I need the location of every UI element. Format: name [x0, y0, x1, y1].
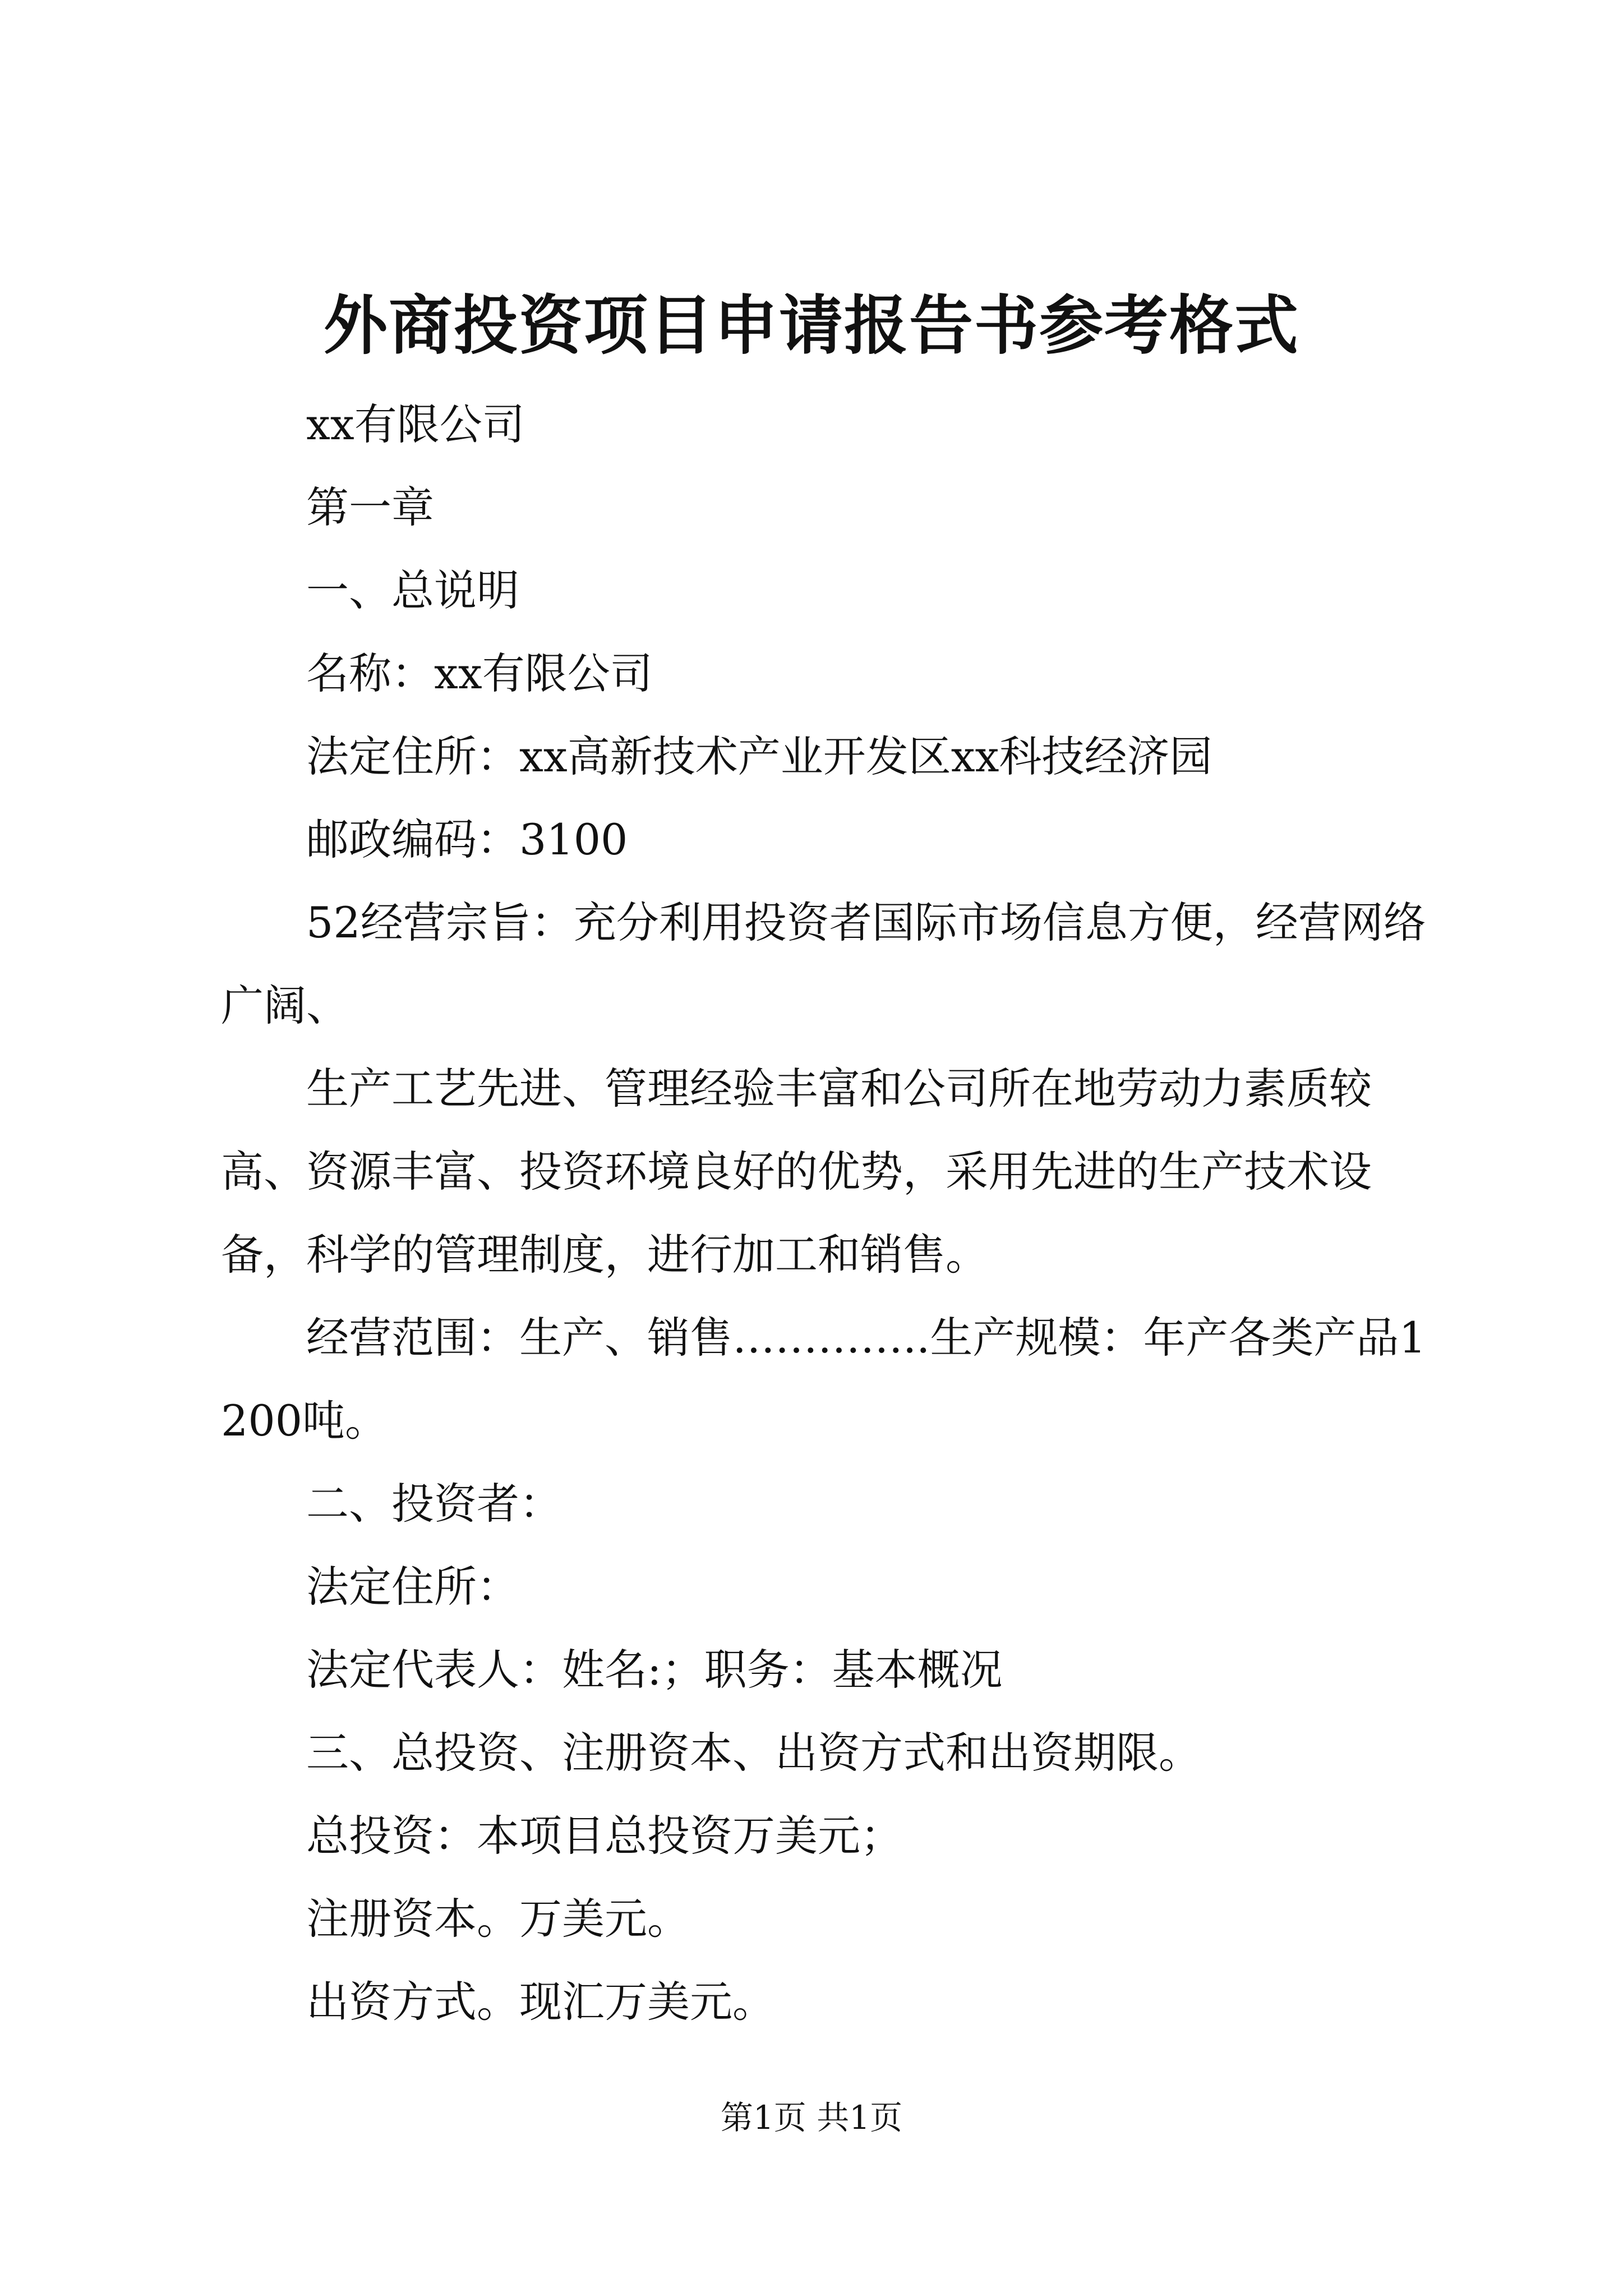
page-footer: 第1页 共1页: [720, 2099, 903, 2137]
paragraph-section-3: 三、总投资、注册资本、出资方式和出资期限。: [306, 1728, 1201, 1778]
paragraph-registered-capital: 注册资本。万美元。: [306, 1894, 690, 1944]
paragraph-legal-rep: 法定代表人：姓名:；职务：基本概况: [306, 1645, 1003, 1695]
paragraph-contribution-method: 出资方式。现汇万美元。: [306, 1977, 775, 2027]
paragraph-total-investment: 总投资：本项目总投资万美元；: [306, 1811, 903, 1861]
paragraph-name: 名称：xx有限公司: [306, 648, 653, 698]
paragraph-company: xx有限公司: [306, 399, 525, 449]
document-body: [221, 383, 1427, 2044]
paragraph-investor-address: 法定住所：: [306, 1562, 519, 1612]
paragraph-purpose: 52经营宗旨：充分利用投资者国际市场信息方便，经营网络广阔、: [221, 898, 1426, 1030]
paragraph-chapter: 第一章: [306, 482, 434, 532]
paragraph-scope: 经营范围：生产、销售…………..生产规模：年产各类产品1200吨。: [221, 1313, 1426, 1446]
paragraph-advantages: 生产工艺先进、管理经验丰富和公司所在地劳动力素质较高、资源丰富、投资环境良好的优势，采用先进的生产技术设备，科学的管理制度，进行加工和销售。: [221, 1064, 1372, 1280]
paragraph-section-1: 一、总说明: [306, 565, 519, 615]
paragraph-postcode: 邮政编码：3100: [306, 815, 628, 864]
document-title: 外商投资项目申请报告书参考格式: [323, 288, 1299, 363]
paragraph-section-2: 二、投资者：: [306, 1479, 562, 1529]
paragraph-address: 法定住所：xx高新技术产业开发区xx科技经济园: [306, 731, 1212, 781]
